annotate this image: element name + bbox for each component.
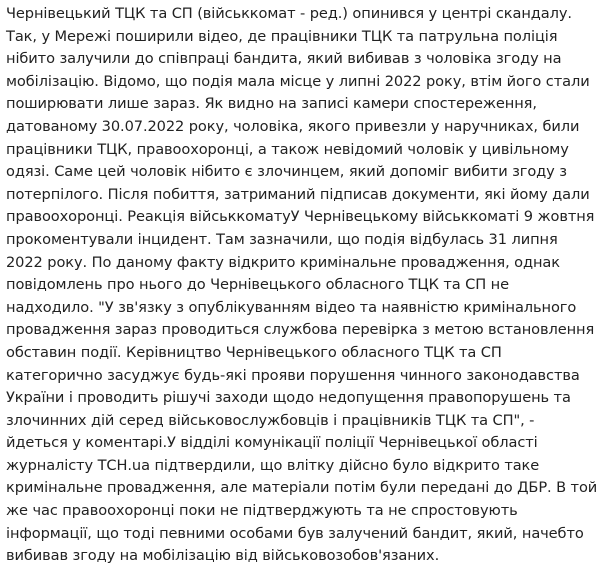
article-paragraph: Чернівецький ТЦК та СП (військкомат - ред.) опинився у центрі скандалу. Так, у Мережі поширили відео, де працівники ТЦК та патрульна поліція нібито залучили до співпраці бандита, який вибивав з чоловіка згоду на мобілізацію. Відомо, що подія мала місце у липні 2022 року, втім його стали поширювати лише зараз. Як видно на записі камери спостереження, датованому 30.07.2022 року, чоловіка, якого привезли у наручниках, били працівники ТЦК, правоохоронці, а також невідомий чоловік у цивільному одязі. Саме цей чоловік нібито є злочинцем, який допоміг вибити згоду з потерпілого. Після побиття, затриманий підписав документи, які йому дали правоохоронці. Реакція військкоматуУ Чернівецькому військкоматі 9 жовтня прокоментували інцидент. Там зазначили, що подія відбулась 31 липня 2022 року. По даному факту відкрито кримінальне провадження, однак повідомлень про нього до Чернівецького обласного ТЦК та СП не надходило. "У зв'язку з опублікуванням відео та наявністю кримінального провадження зараз проводиться службова перевірка з метою встановлення обставин події. Керівництво Чернівецького обласного ТЦК та СП категорично засуджує будь-які прояви порушення чинного законодавства України і проводить рішучі заходи щодо недопущення правопорушень та злочинних дій серед військовослужбовців і працівників ТЦК та СП", - йдеться у коментарі.У відділі комунікації поліції Чернівецької області журналісту ТСН.ua підтвердили, що влітку дійсно було відкрито таке кримінальне провадження, але матеріали потім були передані до ДБР. В той же час правоохоронці поки не підтверджують та не спростовують інформації, що тоді певними особами був залучений бандит, який, начебто вибивав згоду на мобілізацію від військовозобов'язаних.: [6, 5, 598, 565]
